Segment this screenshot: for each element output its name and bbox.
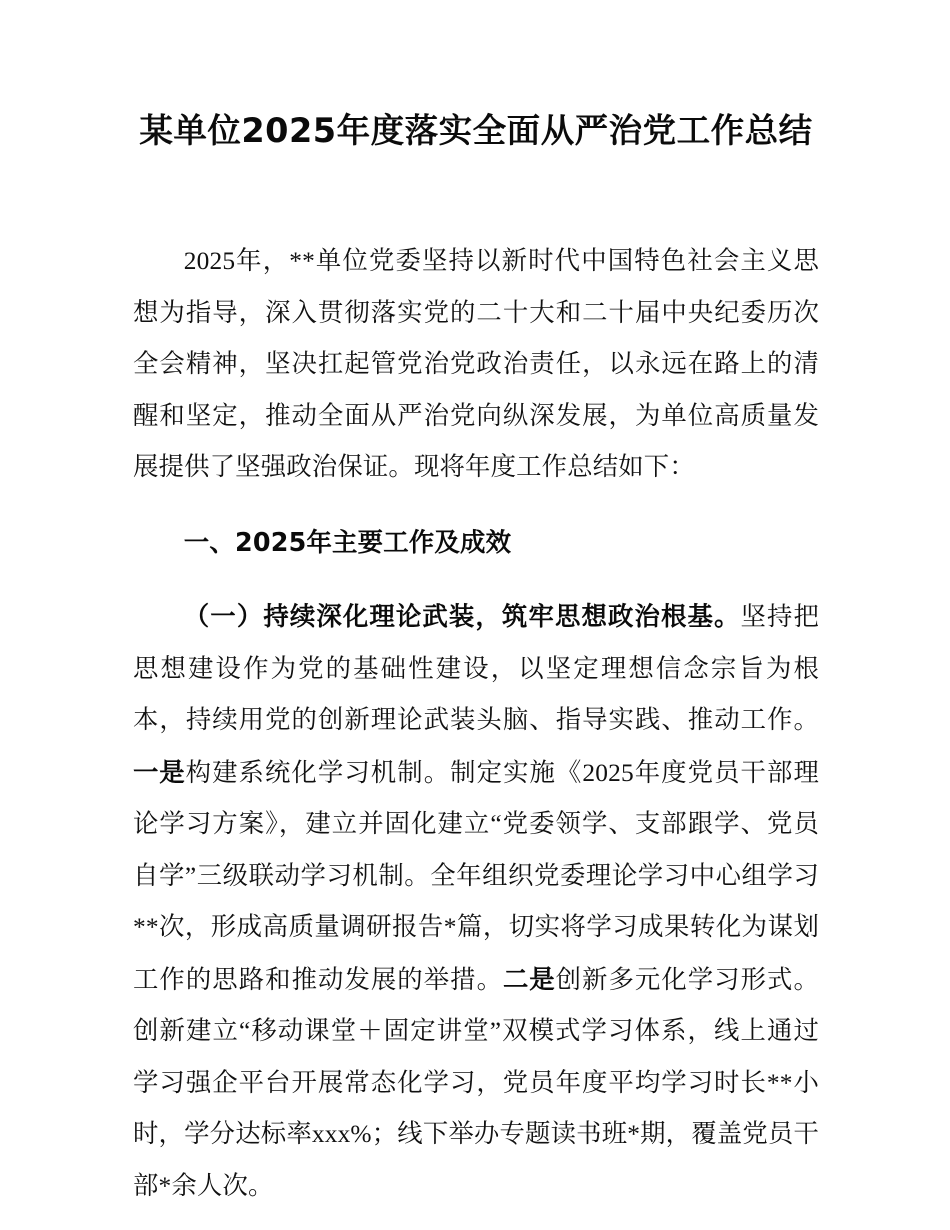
subsection-run-5: 创新多元化学习形式。创新建立“移动课堂＋固定讲堂”双模式学习体系，线上通过学习强企平台开展常态化学习，党员年度平均学习时长**小时，学分达标率xxx%；线下举办专题读书班*期，覆盖党员干部*余人次。 (133, 965, 820, 1200)
document-title: 某单位2025年度落实全面从严治党工作总结 (139, 111, 813, 150)
subsection-lead: （一）持续深化理论武装，筑牢思想政治根基。 (183, 601, 741, 631)
subsection-run-3: 构建系统化学习机制。制定实施《2025年度党员干部理论学习方案》，建立并固化建立“党委领学、支部跟学、党员自学”三级联动学习机制。全年组织党委理论学习中心组学习**次，形成高质量调研报告*篇，切实将学习成果转化为谋划工作的思路和推动发展的举措。 (133, 758, 819, 994)
section-heading-one: 一、2025年主要工作及成效 (183, 526, 512, 557)
subsection-paragraph (133, 591, 819, 1212)
subsection-run-2-bold: 一是 (133, 756, 186, 787)
document-content (133, 0, 819, 1212)
subsection-run-4-bold: 二是 (503, 963, 556, 994)
intro-paragraph: 2025年，**单位党委坚持以新时代中国特色社会主义思想为指导，深入贯彻落实党的二十大和二十届中央纪委历次全会精神，坚决扛起管党治党政治责任，以永远在路上的清醒和坚定，推动全面从严治党向纵深发展，为单位高质量发展提供了坚强政治保证。现将年度工作总结如下： (133, 247, 819, 481)
subsection-run-1: 坚持把思想建设作为党的基础性建设，以坚定理想信念宗旨为根本，持续用党的创新理论武装头脑、指导实践、推动工作。 (133, 603, 819, 734)
